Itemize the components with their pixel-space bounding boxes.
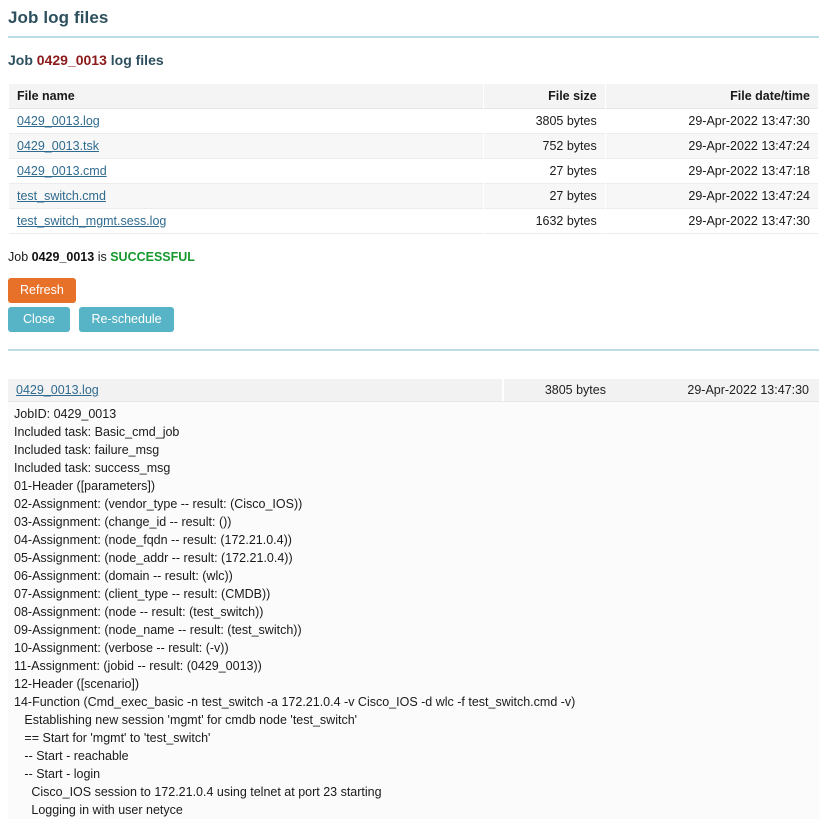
primary-button-row (0, 264, 827, 303)
log-viewer-header (8, 379, 819, 402)
file-link[interactable]: 0429_0013.tsk (17, 139, 100, 153)
file-date-cell: 29-Apr-2022 13:47:30 (606, 209, 818, 234)
sub-title-job-id: 0429_0013 (36, 52, 107, 68)
log-line: == Start for 'mgmt' to 'test_switch' (14, 731, 211, 745)
file-link[interactable]: 0429_0013.log (17, 114, 100, 128)
log-line: Included task: Basic_cmd_job (14, 425, 180, 439)
table-header-row (9, 84, 818, 109)
table-row (9, 109, 818, 134)
log-line: 01-Header ([parameters]) (14, 479, 156, 493)
file-date-cell: 29-Apr-2022 13:47:24 (606, 184, 818, 209)
log-line: Included task: success_msg (14, 461, 171, 475)
status-job-id: 0429_0013 (31, 250, 95, 264)
file-size-cell: 27 bytes (484, 184, 605, 209)
log-content (8, 402, 819, 819)
file-link[interactable]: test_switch.cmd (17, 189, 106, 203)
log-line: 11-Assignment: (jobid -- result: (0429_0013)) (14, 659, 262, 673)
file-name-cell (9, 109, 483, 134)
file-size-cell: 27 bytes (484, 159, 605, 184)
sub-title-suffix: log files (110, 52, 164, 68)
file-date-cell: 29-Apr-2022 13:47:24 (606, 134, 818, 159)
table-row (9, 159, 818, 184)
log-line: -- Start - login (14, 767, 101, 781)
sub-title (0, 38, 827, 68)
file-size-cell: 752 bytes (484, 134, 605, 159)
file-link[interactable]: test_switch_mgmt.sess.log (17, 214, 167, 228)
log-line: Logging in with user netyce (14, 803, 183, 817)
reschedule-button[interactable]: Re-schedule (79, 307, 173, 332)
file-date-cell: 29-Apr-2022 13:47:18 (606, 159, 818, 184)
table-row (9, 184, 818, 209)
file-size-cell: 1632 bytes (484, 209, 605, 234)
log-line: 03-Assignment: (change_id -- result: ()) (14, 515, 232, 529)
column-header-file-name[interactable]: File name (9, 84, 483, 109)
section-divider (8, 349, 819, 351)
secondary-button-row (0, 303, 827, 332)
file-link[interactable]: 0429_0013.log (16, 383, 99, 397)
log-file-size: 3805 bytes (544, 383, 606, 397)
log-file-name-cell (8, 379, 502, 401)
log-line: 04-Assignment: (node_fqdn -- result: (172.21.0.4)) (14, 533, 292, 547)
log-line: Cisco_IOS session to 172.21.0.4 using telnet at port 23 starting (14, 785, 382, 799)
file-size-cell: 3805 bytes (484, 109, 605, 134)
log-line: 05-Assignment: (node_addr -- result: (172.21.0.4)) (14, 551, 293, 565)
file-link[interactable]: 0429_0013.cmd (17, 164, 107, 178)
log-line: 12-Header ([scenario]) (14, 677, 140, 691)
log-line: 07-Assignment: (client_type -- result: (CMDB)) (14, 587, 271, 601)
file-name-cell (9, 184, 483, 209)
job-status-line (0, 234, 827, 264)
log-line: Establishing new session 'mgmt' for cmdb node 'test_switch' (14, 713, 358, 727)
table-row (9, 209, 818, 234)
log-line: 02-Assignment: (vendor_type -- result: (Cisco_IOS)) (14, 497, 303, 511)
column-header-file-size[interactable]: File size (484, 84, 605, 109)
sub-title-prefix: Job (8, 52, 33, 68)
refresh-button[interactable]: Refresh (8, 278, 76, 303)
file-date-cell: 29-Apr-2022 13:47:30 (606, 109, 818, 134)
log-line: 10-Assignment: (verbose -- result: (-v)) (14, 641, 229, 655)
file-name-cell (9, 134, 483, 159)
log-line: 14-Function (Cmd_exec_basic -n test_switch -a 172.21.0.4 -v Cisco_IOS -d wlc -f test_switch.cmd -v) (14, 695, 576, 709)
log-line: Included task: failure_msg (14, 443, 160, 457)
column-header-file-date[interactable]: File date/time (606, 84, 818, 109)
log-line: 06-Assignment: (domain -- result: (wlc)) (14, 569, 233, 583)
page-title: Job log files (8, 8, 109, 27)
log-line: 08-Assignment: (node -- result: (test_switch)) (14, 605, 264, 619)
log-line: JobID: 0429_0013 (14, 407, 117, 421)
status-middle: is (97, 250, 107, 264)
log-line: -- Start - reachable (14, 749, 129, 763)
status-badge: SUCCESSFUL (110, 250, 195, 264)
log-viewer (8, 379, 819, 819)
close-button[interactable]: Close (8, 307, 70, 332)
status-prefix: Job (8, 250, 29, 264)
file-list-table (8, 84, 819, 234)
file-name-cell (9, 159, 483, 184)
log-file-date: 29-Apr-2022 13:47:30 (687, 383, 809, 397)
table-row (9, 134, 818, 159)
file-name-cell (9, 209, 483, 234)
log-line: 09-Assignment: (node_name -- result: (test_switch)) (14, 623, 302, 637)
